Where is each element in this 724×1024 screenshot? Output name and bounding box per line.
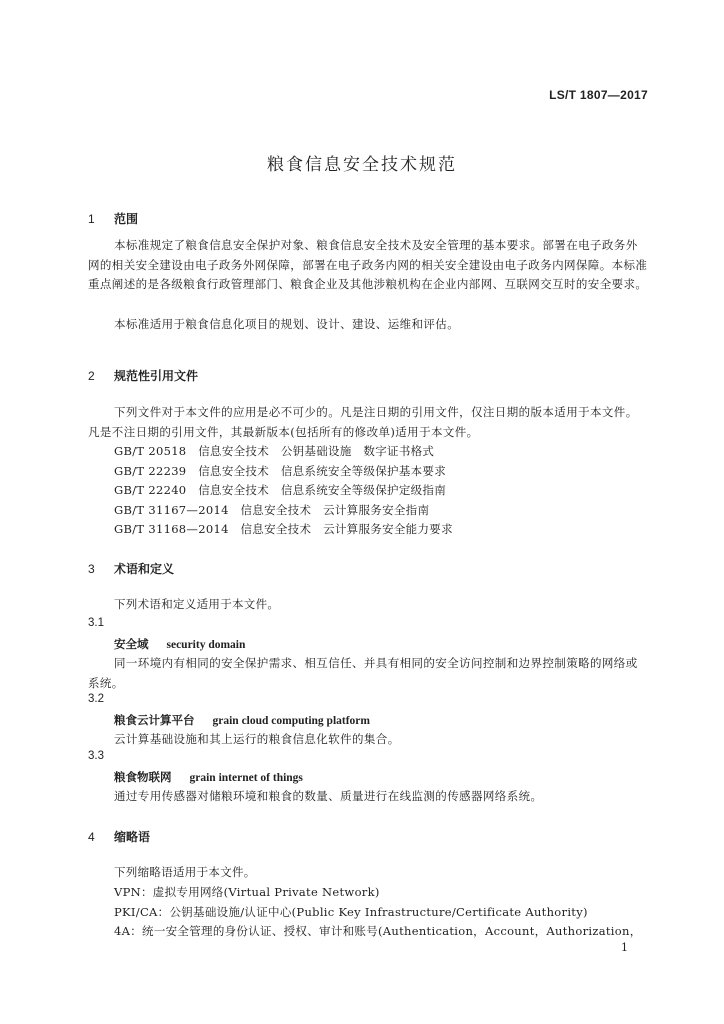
- term-name-en: grain cloud computing platform: [212, 715, 370, 727]
- term-definition: 通过专用传感器对储粮环境和粮食的数量、质量进行在线监测的传感器网络系统。: [114, 789, 543, 803]
- section-3-heading: [88, 560, 174, 577]
- reference-item: GB/T 31167—2014 信息安全技术 云计算服务安全指南: [114, 503, 430, 517]
- reference-item: GB/T 22240 信息安全技术 信息系统安全等级保护定级指南: [114, 483, 447, 497]
- reference-item: GB/T 31168—2014 信息安全技术 云计算服务安全能力要求: [114, 522, 453, 536]
- term-definition: 同一环境内有相同的安全保护需求、相互信任、并具有相同的安全访问控制和边界控制策略的网络或系统。: [88, 656, 638, 690]
- term-entry: [114, 769, 303, 785]
- term-name-zh: 粮食物联网: [114, 770, 172, 784]
- page-number: 1: [621, 941, 628, 954]
- section-2-heading: [88, 367, 198, 384]
- reference-item: GB/T 22239 信息安全技术 信息系统安全等级保护基本要求: [114, 464, 447, 478]
- reference-item: GB/T 20518 信息安全技术 公钥基础设施 数字证书格式: [114, 444, 435, 458]
- term-name-zh: 安全域: [114, 637, 149, 651]
- section-2-intro: 下列文件对于本文件的应用是必不可少的。凡是注日期的引用文件，仅注日期的版本适用于本文件。凡是不注日期的引用文件，其最新版本(包括所有的修改单)适用于本文件。: [88, 405, 638, 439]
- abbreviation-item: PKI/CA：公钥基础设施/认证中心(Public Key Infrastructure/Certificate Authority): [114, 905, 588, 919]
- section-1-number: 1: [88, 212, 95, 226]
- section-4-intro: 下列缩略语适用于本文件。: [114, 865, 256, 879]
- term-entry: [114, 712, 370, 728]
- section-3-number: 3: [88, 562, 95, 576]
- section-4-title: 缩略语: [114, 830, 151, 844]
- section-3-title: 术语和定义: [114, 562, 175, 576]
- term-number: 3.2: [88, 693, 104, 705]
- section-2-number: 2: [88, 369, 95, 383]
- section-1-paragraph-2: 本标准适用于粮食信息化项目的规划、设计、建设、运维和评估。: [114, 317, 460, 331]
- term-number: 3.1: [88, 617, 104, 629]
- section-4-number: 4: [88, 830, 95, 844]
- section-3-intro: 下列术语和定义适用于本文件。: [114, 597, 280, 611]
- term-name-en: grain internet of things: [189, 772, 303, 784]
- term-definition: 云计算基础设施和其上运行的粮食信息化软件的集合。: [114, 732, 400, 746]
- term-entry: [114, 636, 245, 652]
- abbreviation-item: VPN：虚拟专用网络(Virtual Private Network): [114, 885, 380, 899]
- term-number: 3.3: [88, 750, 104, 762]
- section-1-paragraph-1: 本标准规定了粮食信息安全保护对象、粮食信息安全技术及安全管理的基本要求。部署在电子政务外网的相关安全建设由电子政务外网保障，部署在电子政务内网的相关安全建设由电子政务内网保障。本标准重点阐述的是各级粮食行政管理部门、粮食企业及其他涉粮机构在企业内部网、互联网交互时的安全要求。: [88, 238, 648, 292]
- abbreviation-item: 4A：统一安全管理的身份认证、授权、审计和账号(Authentication，Account，Authorization，: [114, 924, 642, 938]
- term-name-en: security domain: [166, 639, 246, 651]
- section-1-heading: [88, 210, 138, 227]
- standard-number: LS/T 1807—2017: [549, 88, 648, 102]
- section-4-heading: [88, 828, 150, 845]
- term-name-zh: 粮食云计算平台: [114, 713, 195, 727]
- section-1-title: 范围: [114, 212, 139, 226]
- section-2-title: 规范性引用文件: [114, 369, 199, 383]
- page-title: 粮食信息安全技术规范: [267, 155, 457, 175]
